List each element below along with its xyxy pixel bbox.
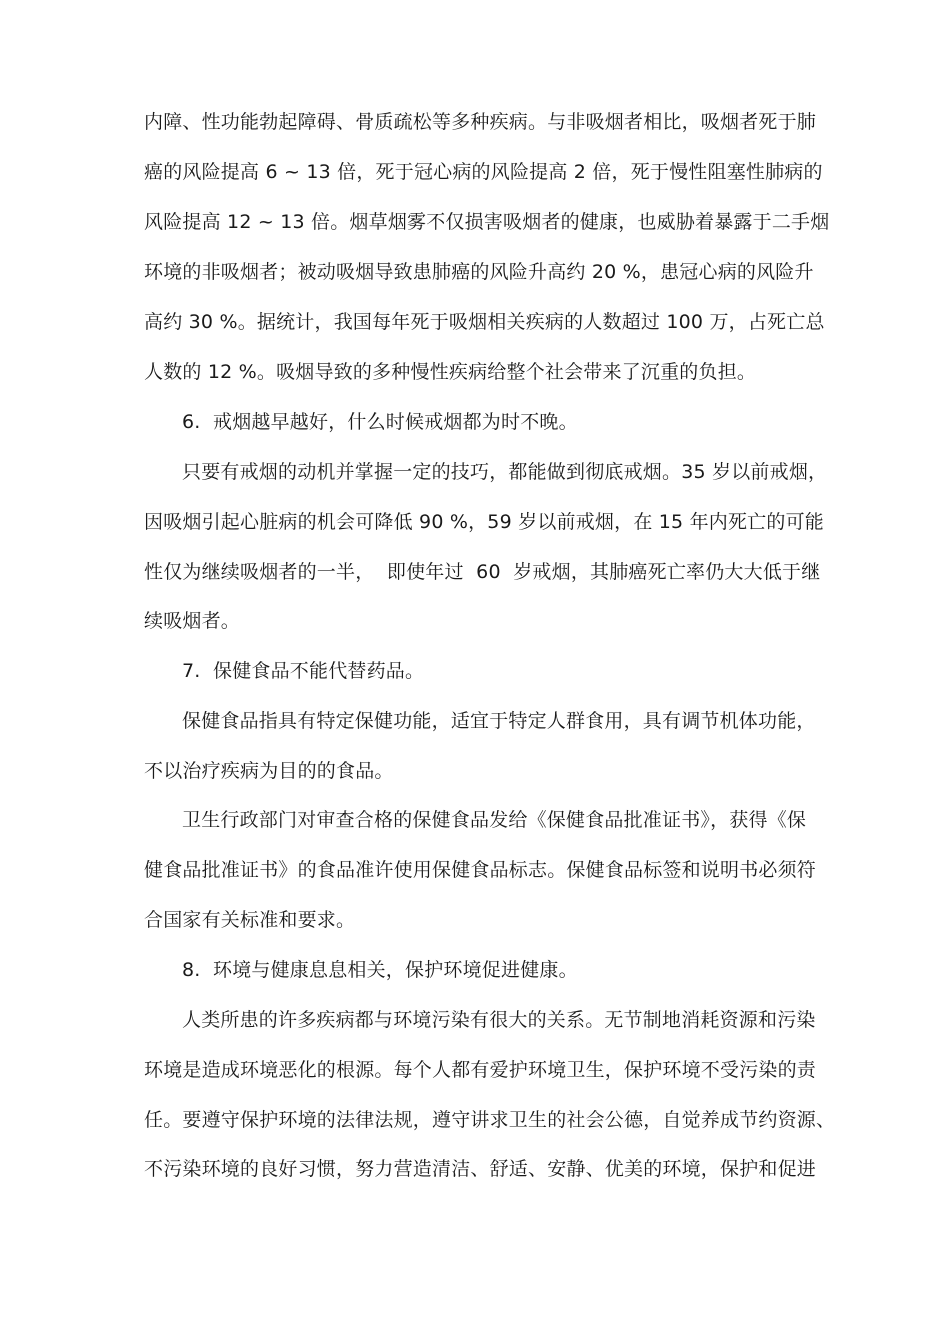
section-heading: 7. 保健食品不能代替药品。 [182, 660, 425, 682]
text-line: 只要有戒烟的动机并掌握一定的技巧，都能做到彻底戒烟。35 岁以前戒烟， [182, 461, 828, 483]
text-line: 保健食品指具有特定保健功能，适宜于特定人群食用，具有调节机体功能， [182, 710, 816, 732]
text-line: 因吸烟引起心脏病的机会可降低 90 %，59 岁以前戒烟，在 15 年内死亡的可能 [144, 511, 824, 533]
text-line: 不以治疗疾病为目的的食品。 [144, 760, 394, 782]
text-line: 健食品批准证书》的食品准许使用保健食品标志。保健食品标签和说明书必须符 [144, 859, 817, 881]
text-line: 高约 30 %。据统计，我国每年死于吸烟相关疾病的人数超过 100 万，占死亡总 [144, 311, 825, 333]
text-line: 人类所患的许多疾病都与环境污染有很大的关系。无节制地消耗资源和污染 [182, 1009, 816, 1031]
text-line: 环境是造成环境恶化的根源。每个人都有爱护环境卫生，保护环境不受污染的责 [144, 1059, 817, 1081]
text-line: 人数的 12 %。吸烟导致的多种慢性疾病给整个社会带来了沉重的负担。 [144, 361, 757, 383]
text-line: 癌的风险提高 6 ~ 13 倍，死于冠心病的风险提高 2 倍，死于慢性阻塞性肺病的 [144, 161, 823, 183]
text-line: 合国家有关标准和要求。 [144, 909, 356, 931]
section-heading: 8. 环境与健康息息相关，保护环境促进健康。 [182, 959, 578, 981]
text-line: 不污染环境的良好习惯，努力营造清洁、舒适、安静、优美的环境，保护和促进 [144, 1158, 817, 1180]
text-line: 风险提高 12 ~ 13 倍。烟草烟雾不仅损害吸烟者的健康，也威胁着暴露于二手烟 [144, 211, 830, 233]
text-line: 任。要遵守保护环境的法律法规，遵守讲求卫生的社会公德，自觉养成节约资源、 [144, 1109, 836, 1131]
text-line: 续吸烟者。 [144, 610, 241, 632]
text-line: 性仅为继续吸烟者的一半， 即使年过 60 岁戒烟，其肺癌死亡率仍大大低于继 [144, 561, 821, 583]
text-line: 内障、性功能勃起障碍、骨质疏松等多种疾病。与非吸烟者相比，吸烟者死于肺 [144, 111, 817, 133]
section-heading: 6. 戒烟越早越好，什么时候戒烟都为时不晚。 [182, 411, 578, 433]
text-line: 卫生行政部门对审查合格的保健食品发给《保健食品批准证书》，获得《保 [182, 809, 807, 831]
text-line: 环境的非吸烟者；被动吸烟导致患肺癌的风险升高约 20 %，患冠心病的风险升 [144, 261, 814, 283]
